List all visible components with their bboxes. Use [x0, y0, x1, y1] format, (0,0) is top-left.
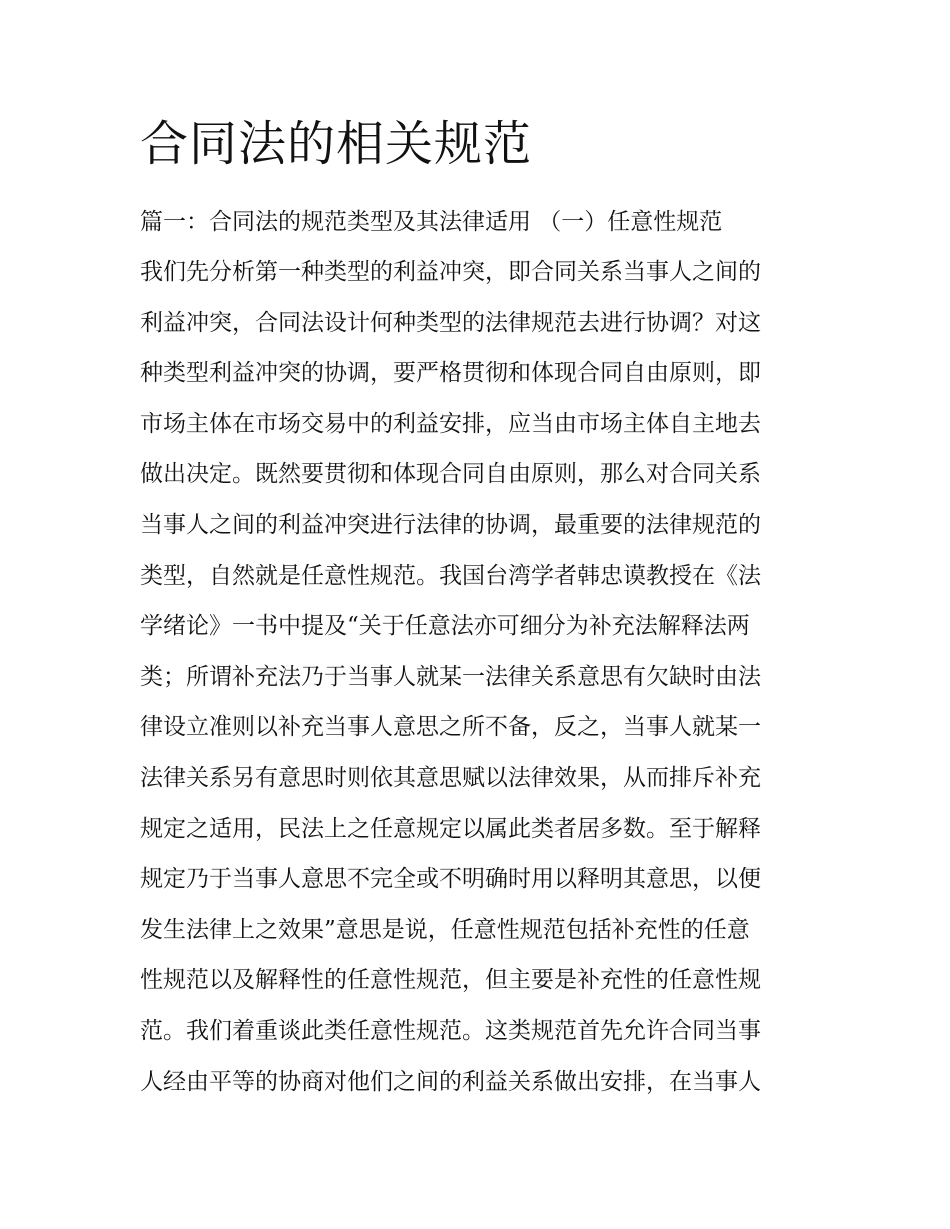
body-text [140, 252, 820, 1112]
body-line: 市场主体在市场交易中的利益安排，应当由市场主体自主地去 [140, 410, 761, 437]
body-line: 类型，自然就是任意性规范。我国台湾学者韩忠谟教授在《法 [140, 562, 761, 589]
body-line: 律设立准则以补充当事人意思之所不备，反之，当事人就某一 [140, 714, 761, 741]
page-title: 合同法的相关规范 [140, 116, 533, 172]
body-line: 范。我们着重谈此类任意性规范。这类规范首先允许合同当事 [140, 1017, 761, 1044]
body-line: 规定之适用，民法上之任意规定以属此类者居多数。至于解释 [140, 815, 761, 842]
body-line: 法律关系另有意思时则依其意思赋以法律效果，从而排斥补充 [140, 764, 761, 791]
body-line: 发生法律上之效果”意思是说，任意性规范包括补充性的任意 [140, 916, 750, 943]
body-line: 当事人之间的利益冲突进行法律的协调，最重要的法律规范的 [140, 511, 761, 538]
section-heading: 篇一：合同法的规范类型及其法律适用 （一）任意性规范 [140, 209, 723, 235]
body-line: 我们先分析第一种类型的利益冲突，即合同关系当事人之间的 [140, 259, 761, 285]
body-line: 人经由平等的协商对他们之间的利益关系做出安排，在当事人 [140, 1068, 761, 1095]
body-line: 种类型利益冲突的协调，要严格贯彻和体现合同自由原则，即 [140, 360, 761, 387]
body-line: 利益冲突，合同法设计何种类型的法律规范去进行协调？对这 [140, 309, 761, 336]
body-line: 规定乃于当事人意思不完全或不明确时用以释明其意思，以便 [140, 866, 761, 893]
body-line: 做出决定。既然要贯彻和体现合同自由原则，那么对合同关系 [140, 461, 761, 488]
body-line: 类；所谓补充法乃于当事人就某一法律关系意思有欠缺时由法 [140, 663, 761, 690]
body-line: 性规范以及解释性的任意性规范，但主要是补充性的任意性规 [140, 967, 761, 994]
body-line: 学绪论》一书中提及“关于任意法亦可细分为补充法解释法两 [140, 613, 750, 640]
